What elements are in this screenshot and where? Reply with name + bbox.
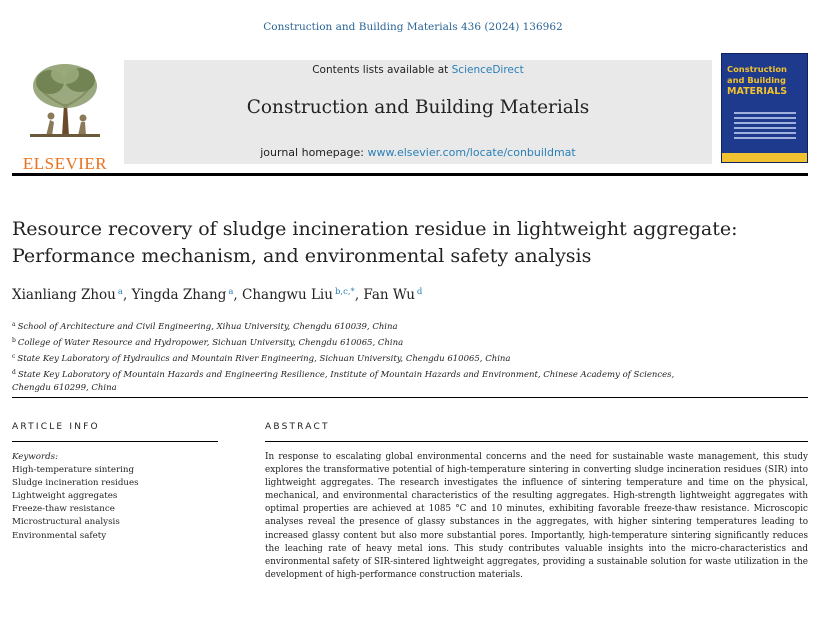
author-affiliation-link[interactable]: b,c,*: [334, 287, 355, 297]
affiliation-item: [12, 366, 702, 395]
keyword-item: Environmental safety: [12, 530, 107, 541]
abstract-divider: [265, 441, 808, 442]
author-affiliation-link[interactable]: d: [416, 287, 423, 297]
journal-banner: [124, 60, 712, 164]
affiliation-marker: b: [12, 337, 16, 344]
keywords-block: [12, 451, 232, 543]
affiliation-text: School of Architecture and Civil Engineering, Xihua University, Chengdu 610039, China: [17, 322, 398, 332]
affiliation-marker: c: [12, 353, 16, 360]
journal-masthead: [12, 52, 808, 172]
author-affiliation-link[interactable]: a: [228, 287, 234, 297]
affiliation-item: [12, 350, 702, 366]
elsevier-logo[interactable]: [12, 60, 118, 172]
cover-strip: [722, 153, 807, 162]
author-name[interactable]: Changwu Liu: [242, 287, 333, 303]
article-title-line2: Performance mechanism, and environmental safety analysis: [12, 245, 592, 267]
affiliation-text: State Key Laboratory of Hydraulics and Mountain River Engineering, Sichuan University, Chengdu 610065, China: [17, 354, 511, 364]
article-title-line1: Resource recovery of sludge incineration residue in lightweight aggregate:: [12, 218, 738, 240]
homepage-prefix: journal homepage:: [260, 146, 368, 159]
affiliation-text: State Key Laboratory of Mountain Hazards and Engineering Resilience, Institute of Mountain Hazards and Environment, Chinese Academy of Sciences, Chengdu 610299, China: [12, 370, 675, 393]
cover-title: [727, 64, 805, 97]
article-info-heading: ARTICLE INFO: [12, 422, 100, 432]
affiliation-marker: a: [12, 321, 16, 328]
journal-title: Construction and Building Materials: [246, 97, 590, 118]
homepage-line: [124, 146, 712, 159]
elsevier-tree-icon: [26, 60, 104, 138]
cover-decoration: [734, 112, 796, 142]
contents-prefix: Contents lists available at: [312, 64, 452, 76]
cover-title-line1: Construction: [727, 64, 787, 74]
abstract-heading: ABSTRACT: [265, 422, 330, 432]
article-title: [12, 216, 802, 270]
author-name[interactable]: Fan Wu: [363, 287, 415, 303]
keyword-item: High-temperature sintering: [12, 465, 135, 476]
sciencedirect-link[interactable]: ScienceDirect: [451, 64, 524, 76]
journal-cover-thumbnail[interactable]: [721, 53, 808, 163]
affiliation-item: [12, 334, 702, 350]
keyword-item: Sludge incineration residues: [12, 478, 139, 489]
cover-title-line2: and Building: [727, 75, 786, 85]
masthead-divider: [12, 173, 808, 176]
affiliation-list: [12, 318, 702, 395]
abstract-text: In response to escalating global environmental concerns and the need for sustainable waste management, this study explores the transformative potential of high-temperature sintering in converting sludge incineration residues (SIR) into lightweight aggregates. The research investigates the influence of sintering temperature and time on the physical, mechanical, and environmental characteristics of the resulting aggregates. High-strength lightweight aggregates with optimal properties are achieved at 1085 °C and 10 minutes, exhibiting favorable freeze-thaw resistance. Microscopic analyses reveal the presence of glassy substances in the aggregates, with higher sintering temperatures leading to increased glassy content but also more substantial pores. Importantly, high-temperature sintering significantly reduces the leaching rate of heavy metal ions. This study contributes valuable insights into the micro-characteristics and environmental safety of SIR-sintered lightweight aggregates, providing a sustainable solution for waste utilization in the development of high-performance construction materials.: [265, 452, 808, 580]
cover-title-line3: MATERIALS: [727, 86, 788, 97]
keyword-item: Freeze-thaw resistance: [12, 504, 115, 515]
header-divider: [12, 397, 808, 398]
journal-reference-link[interactable]: Construction and Building Materials 436 (2024) 136962: [263, 21, 563, 33]
author-name[interactable]: Yingda Zhang: [131, 287, 227, 303]
journal-homepage-link[interactable]: www.elsevier.com/locate/conbuildmat: [367, 146, 576, 159]
keyword-item: Lightweight aggregates: [12, 491, 118, 502]
article-info-divider: [12, 441, 218, 442]
elsevier-wordmark: ELSEVIER: [22, 154, 108, 173]
author-affiliation-link[interactable]: a: [117, 287, 123, 297]
keywords-label: Keywords:: [12, 452, 59, 462]
affiliation-item: [12, 318, 702, 334]
author-name[interactable]: Xianliang Zhou: [12, 287, 116, 303]
affiliation-marker: d: [12, 369, 16, 376]
affiliation-text: College of Water Resource and Hydropower, Sichuan University, Chengdu 610065, China: [17, 338, 404, 348]
author-list: Xianliang Zhou $^a$, Yingda Zhang $^a$, Changwu Liu $^{b,c,*}$, Fan Wu $^d$: [12, 287, 423, 303]
keyword-item: Microstructural analysis: [12, 517, 120, 528]
contents-line: [124, 64, 712, 76]
